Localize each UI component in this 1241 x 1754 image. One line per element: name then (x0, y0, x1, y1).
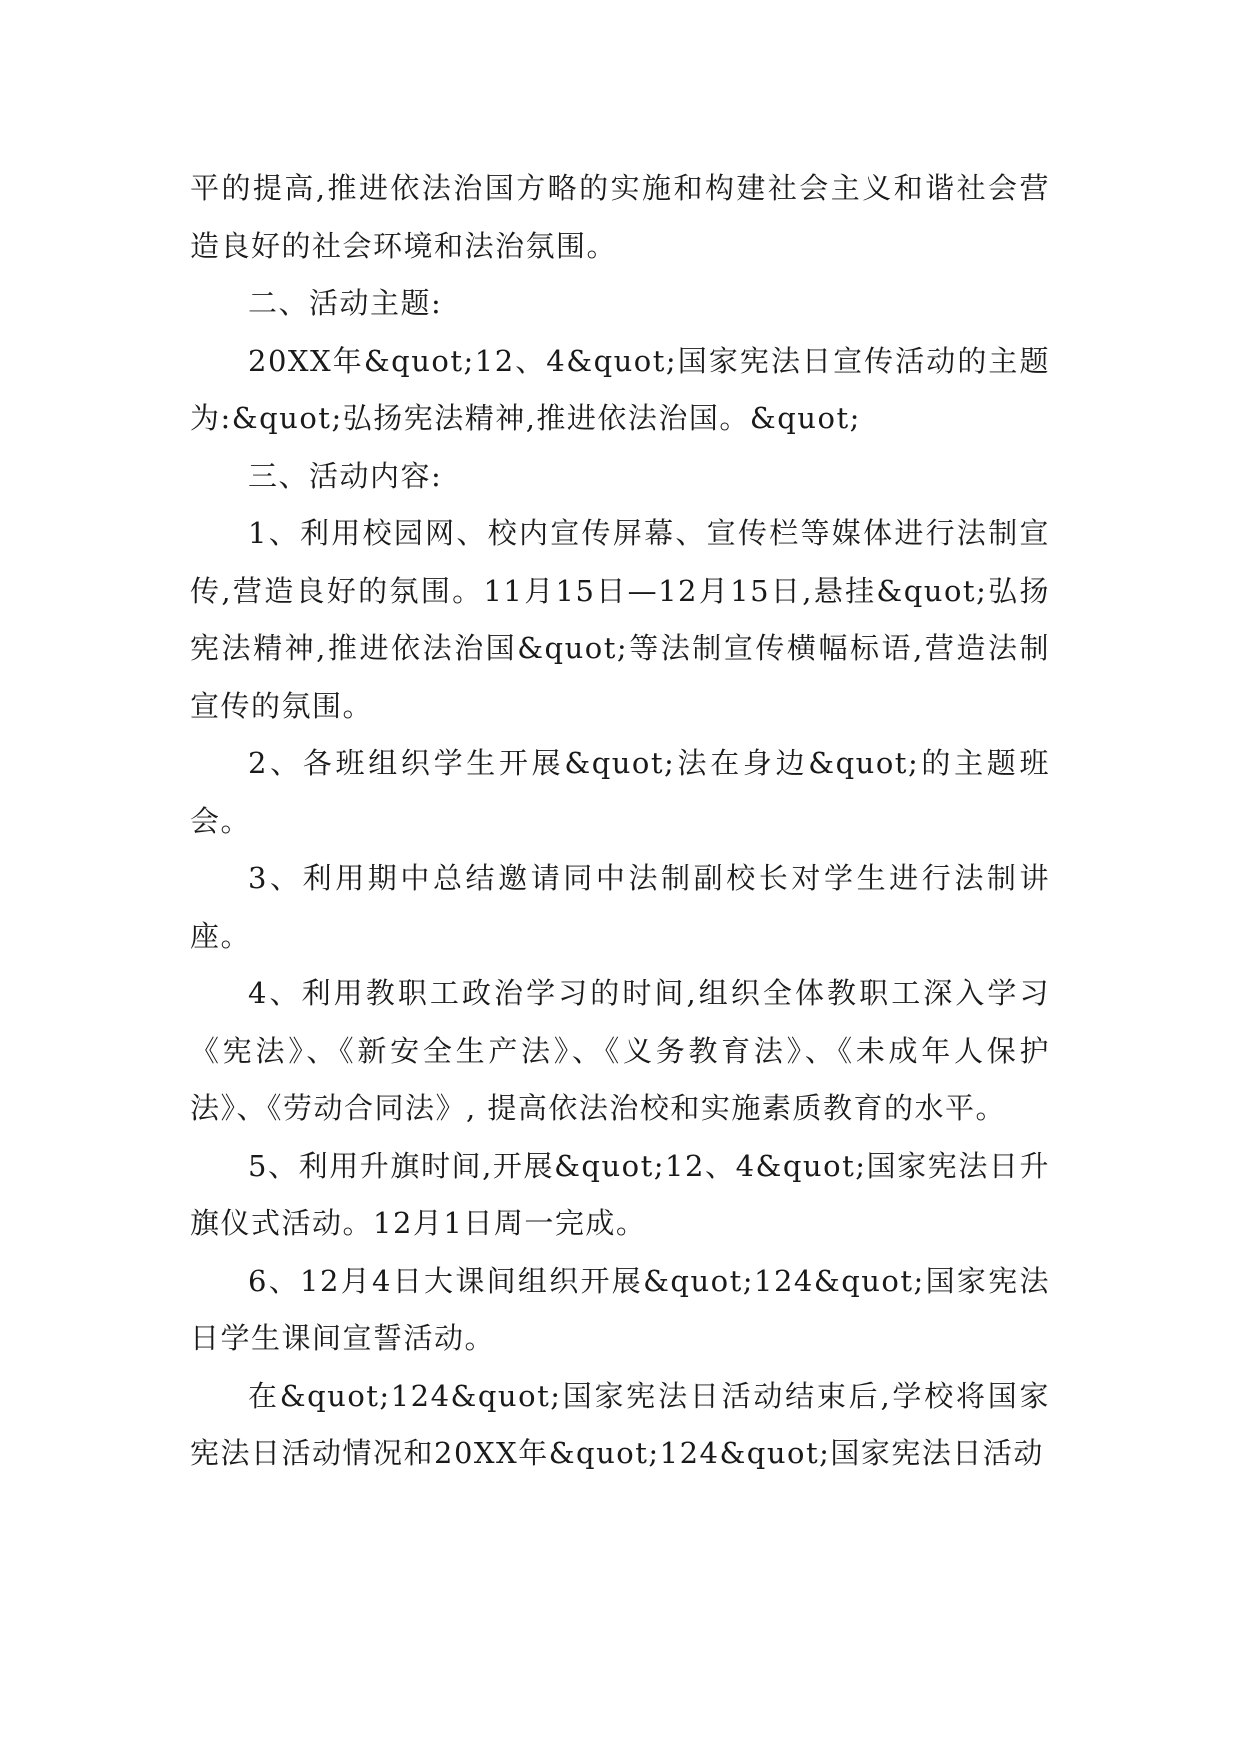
section-heading-activity-content: 三、活动内容: (248, 458, 443, 493)
list-item-4: 4、利用教职工政治学习的时间,组织全体教职工深入学习《宪法》、《新安全生产法》、《义务教育法》、《未成年人保护法》、《劳动合同法》, 提高依法治校和实施素质教育的水平。 (190, 976, 1050, 1125)
list-item-6: 6、12月4日大课间组织开展&quot;124&quot;国家宪法日学生课间宣誓活动。 (190, 1263, 1050, 1355)
paragraph-closing: 在&quot;124&quot;国家宪法日活动结束后,学校将国家宪法日活动情况和20XX年&quot;124&quot;国家宪法日活动 (190, 1378, 1050, 1470)
paragraph-theme: 20XX年&quot;12、4&quot;国家宪法日宣传活动的主题为:&quot;弘扬宪法精神,推进依法治国。&quot; (190, 343, 1050, 435)
list-item-5: 5、利用升旗时间,开展&quot;12、4&quot;国家宪法日升旗仪式活动。12月1日周一完成。 (190, 1148, 1050, 1240)
list-item-3: 3、利用期中总结邀请同中法制副校长对学生进行法制讲座。 (190, 861, 1050, 953)
section-heading-activity-theme: 二、活动主题: (248, 286, 443, 320)
paragraph-intro-continuation: 平的提高,推进依法治国方略的实施和构建社会主义和谐社会营造良好的社会环境和法治氛围。 (190, 171, 1050, 263)
document-body (190, 160, 1050, 1483)
list-item-1: 1、利用校园网、校内宣传屏幕、宣传栏等媒体进行法制宣传,营造良好的氛围。11月15日—12月15日,悬挂&quot;弘扬宪法精神,推进依法治国&quot;等法制宣传横幅标语,营造法制宣传的氛围。 (190, 516, 1050, 723)
list-item-2: 2、各班组织学生开展&quot;法在身边&quot;的主题班会。 (190, 746, 1050, 838)
